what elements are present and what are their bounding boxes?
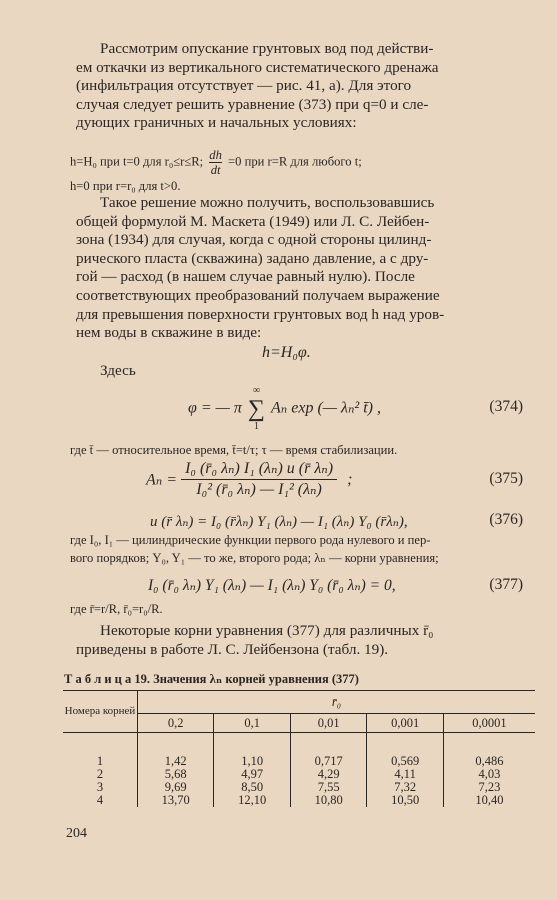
table-cell: 4 bbox=[63, 794, 138, 807]
row-header-label: Номера корней bbox=[64, 705, 136, 717]
table-cell: 10,50 bbox=[367, 794, 443, 807]
condition-initial: h=H₀ при t=0 для r₀≤r≤R; bbox=[70, 154, 204, 169]
derivative-numerator: dh bbox=[209, 148, 222, 162]
text-line: рического пласта (скважина) задано давление, а с дру- bbox=[76, 249, 429, 267]
eq374-body: Aₙ exp (— λₙ² t̄) , bbox=[271, 399, 381, 417]
text-line: общей формулой М. Маскета (1949) или Л. С. Лейбен- bbox=[76, 212, 430, 230]
text-line: дующих граничных и начальных условиях: bbox=[76, 114, 357, 132]
column-group-header: r̄₀ bbox=[138, 691, 536, 714]
table-cell: 1 bbox=[63, 733, 138, 769]
roots-table bbox=[63, 690, 535, 807]
equation-375 bbox=[146, 459, 352, 500]
text-line: для превышения поверхности грунтовых вод h над уров- bbox=[76, 305, 445, 323]
table-row bbox=[63, 781, 535, 794]
paragraph-solution bbox=[76, 194, 526, 343]
sum-lower-limit: 1 bbox=[253, 421, 259, 432]
table-row bbox=[63, 733, 535, 769]
table-row bbox=[63, 794, 535, 807]
table-cell: 13,70 bbox=[138, 794, 214, 807]
table-cell: 4,11 bbox=[367, 768, 443, 781]
text-line: Здесь bbox=[100, 362, 136, 379]
sum-upper-limit: ∞ bbox=[252, 385, 261, 396]
text-line: зона (1934) для случая, когда с одной стороны цилинд- bbox=[76, 231, 432, 249]
text-line: вого порядков; Y₀, Y₁ — то же, второго рода; λₙ — корни уравнения; bbox=[70, 551, 439, 565]
label-zdes bbox=[76, 362, 526, 381]
column-header: 0,01 bbox=[290, 714, 366, 733]
note-377: где r̄=r/R, r̄₀=r₀/R. bbox=[70, 602, 163, 616]
text-line: где I₀, I₁ — цилиндрические функции первого рода нулевого и пер- bbox=[70, 533, 431, 547]
table-row bbox=[63, 768, 535, 781]
equation-number-377: (377) bbox=[489, 576, 523, 593]
note-374: где t̄ — относительное время, t̄=t/τ; τ — время стабилизации. bbox=[70, 443, 398, 457]
table-cell: 4,03 bbox=[478, 767, 501, 781]
text-line: ем откачки из вертикального систематического дренажа bbox=[76, 58, 439, 76]
text-line: (инфильтрация отсутствует — рис. 41, а). Для этого bbox=[76, 77, 412, 95]
table-cell: 4,29 bbox=[290, 768, 366, 781]
table-cell: 3 bbox=[63, 781, 138, 794]
eq375-denominator: I₀² (r̄₀ λₙ) — I₁² (λₙ) bbox=[196, 481, 322, 498]
boundary-conditions bbox=[70, 148, 530, 195]
eq375-tail: ; bbox=[347, 470, 353, 488]
column-header: 0,1 bbox=[214, 714, 290, 733]
condition-line-1 bbox=[70, 148, 530, 177]
text-line: Такое решение можно получить, воспользовавшись bbox=[100, 194, 435, 211]
table-cell: 9,69 bbox=[138, 781, 214, 794]
condition-line-2: h=0 при r=r₀ для t>0. bbox=[70, 179, 181, 193]
table-cell: 7,32 bbox=[367, 781, 443, 794]
row-header-cell bbox=[63, 691, 138, 733]
table-cell: 8,50 bbox=[214, 781, 290, 794]
eq375-fraction bbox=[181, 459, 337, 500]
table-cell: 1,42 bbox=[138, 733, 214, 769]
equation-374 bbox=[188, 385, 381, 433]
page-number: 204 bbox=[66, 826, 87, 841]
column-header: 0,2 bbox=[138, 714, 214, 733]
equation-number-375: (375) bbox=[489, 470, 523, 487]
column-header: 0,001 bbox=[367, 714, 443, 733]
table-cell: 0,569 bbox=[367, 733, 443, 769]
equation-h: h=H₀φ. bbox=[262, 344, 311, 361]
table-cell: 0,717 bbox=[290, 733, 366, 769]
derivative-fraction bbox=[209, 148, 222, 177]
text-line: гой — расход (в нашем случае равный нулю). После bbox=[76, 268, 415, 286]
table-cell: 7,23 bbox=[478, 780, 501, 794]
table-cell: 2 bbox=[63, 768, 138, 781]
derivative-denominator: dt bbox=[210, 163, 221, 177]
equation-377: I₀ (r̄₀ λₙ) Y₁ (λₙ) — I₁ (λₙ) Y₀ (r̄₀ λₙ) = 0, bbox=[148, 577, 396, 594]
text-line: случая следует решить уравнение (373) при q=0 и сле- bbox=[76, 95, 429, 113]
text-line: Некоторые корни уравнения (377) для различных r̄₀ bbox=[100, 622, 434, 639]
table-cell: 5,68 bbox=[138, 768, 214, 781]
table-cell: 4,97 bbox=[214, 768, 290, 781]
summation-sign bbox=[248, 385, 265, 433]
table-cell: 0,486 bbox=[475, 754, 504, 768]
equation-376: u (r̄ λₙ) = I₀ (r̄λₙ) Y₁ (λₙ) — I₁ (λₙ) Y₀ (r̄λₙ), bbox=[150, 514, 408, 530]
equation-number-374: (374) bbox=[489, 398, 523, 415]
table-cell: 10,80 bbox=[290, 794, 366, 807]
eq375-numerator: I₀ (r̄₀ λₙ) I₁ (λₙ) u (r̄ λₙ) bbox=[181, 459, 337, 480]
eq374-lhs: φ = — π bbox=[188, 399, 242, 417]
text-line: приведены в работе Л. С. Лейбензона (табл. 19). bbox=[76, 640, 389, 658]
text-line: нем воды в скважине в виде: bbox=[76, 324, 262, 342]
text-line: Рассмотрим опускание грунтовых вод под действи- bbox=[100, 40, 434, 57]
paragraph-roots bbox=[76, 622, 526, 659]
table-cell: 12,10 bbox=[214, 794, 290, 807]
table-title: Т а б л и ц а 19. Значения λₙ корней уравнения (377) bbox=[64, 672, 359, 686]
condition-outer: =0 при r=R для любого t; bbox=[228, 154, 362, 169]
text-line: соответствующих преобразований получаем выражение bbox=[76, 286, 440, 304]
column-header: 0,0001 bbox=[443, 714, 535, 733]
table-cell: 10,40 bbox=[475, 793, 504, 807]
equation-number-376: (376) bbox=[489, 511, 523, 528]
note-376 bbox=[70, 531, 530, 567]
table-cell: 7,55 bbox=[290, 781, 366, 794]
eq375-lhs: Aₙ = bbox=[146, 471, 178, 489]
sum-symbol: ∑ bbox=[247, 396, 265, 422]
paragraph-intro bbox=[76, 40, 526, 133]
table-cell: 1,10 bbox=[214, 733, 290, 769]
